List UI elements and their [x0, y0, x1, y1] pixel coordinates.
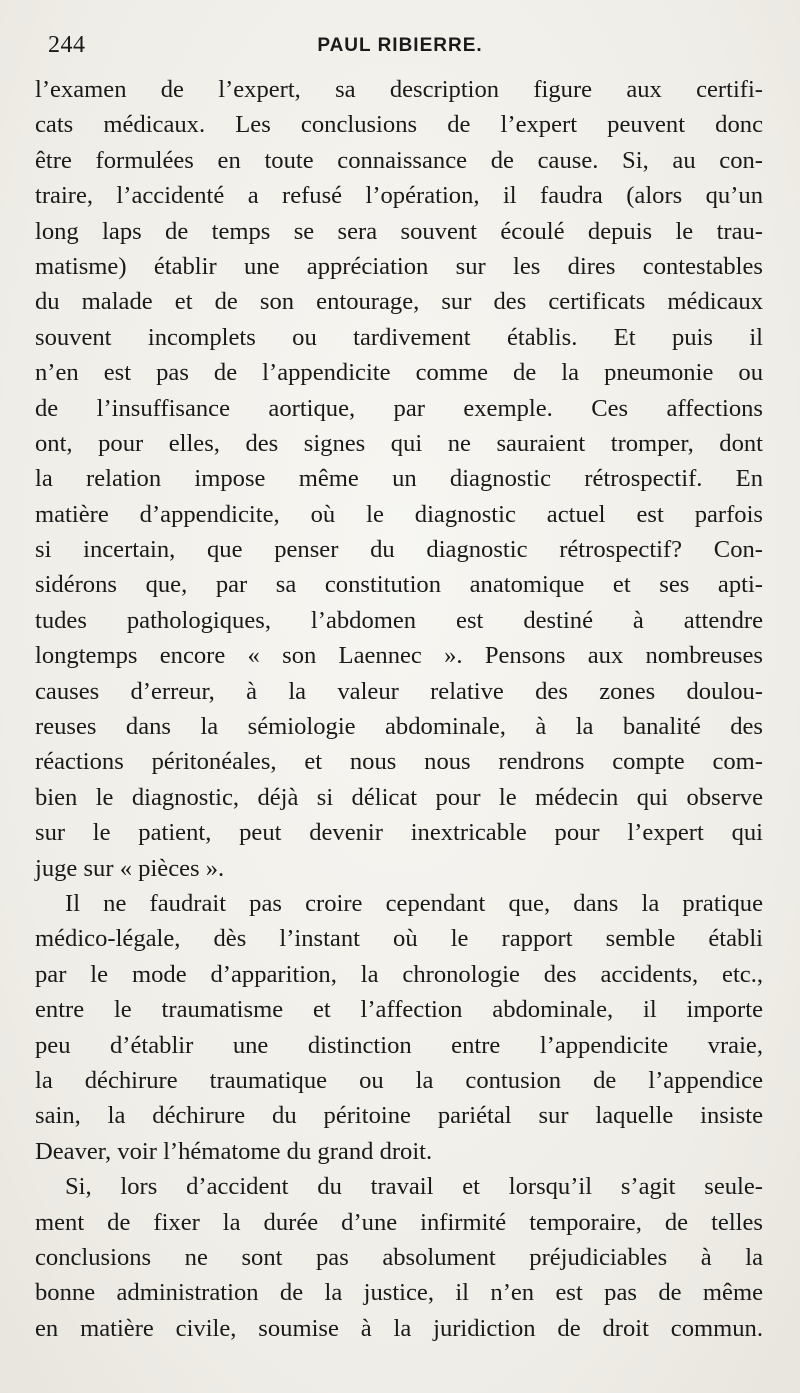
paragraph — [35, 72, 763, 886]
text-line: ment de fixer la durée d’une infirmité temporaire, de telles — [35, 1208, 763, 1236]
text-line: sur le patient, peut devenir inextricable pour l’expert qui — [35, 819, 763, 847]
text-line: être formulées en toute connaissance de cause. Si, au con- — [35, 146, 763, 174]
body-text — [35, 72, 763, 1346]
text-line: médico-légale, dès l’instant où le rapport semble établi — [35, 925, 763, 953]
text-line: long laps de temps se sera souvent écoulé depuis le trau- — [35, 217, 763, 245]
text-line: de l’insuffisance aortique, par exemple. Ces affections — [35, 394, 763, 422]
text-line: souvent incomplets ou tardivement établis. Et puis il — [35, 323, 763, 351]
text-line: cats médicaux. Les conclusions de l’expert peuvent donc — [35, 111, 763, 139]
text-line: traire, l’accidenté a refusé l’opération, il faudra (alors qu’un — [35, 182, 763, 210]
page-number: 244 — [48, 32, 86, 58]
text-line: sidérons que, par sa constitution anatomique et ses apti- — [35, 571, 763, 599]
text-line: bonne administration de la justice, il n’en est pas de même — [35, 1279, 763, 1307]
text-line: causes d’erreur, à la valeur relative des zones doulou- — [35, 677, 763, 705]
text-line: reuses dans la sémiologie abdominale, à la banalité des — [35, 713, 763, 741]
running-title: PAUL RIBIERRE. — [317, 35, 483, 56]
text-line: ont, pour elles, des signes qui ne sauraient tromper, dont — [35, 429, 763, 457]
text-line: matisme) établir une appréciation sur les dires contestables — [35, 252, 763, 280]
text-line: matière d’appendicite, où le diagnostic actuel est parfois — [35, 500, 763, 528]
text-line: Si, lors d’accident du travail et lorsqu’il s’agit seule- — [65, 1173, 763, 1201]
text-line: la relation impose même un diagnostic rétrospectif. En — [35, 465, 763, 493]
text-line: bien le diagnostic, déjà si délicat pour le médecin qui observe — [35, 783, 763, 811]
text-line: tudes pathologiques, l’abdomen est destiné à attendre — [35, 606, 763, 634]
text-line: peu d’établir une distinction entre l’appendicite vraie, — [35, 1031, 763, 1059]
text-line: entre le traumatisme et l’affection abdominale, il importe — [35, 996, 763, 1024]
paragraph — [35, 1169, 763, 1346]
paragraph — [35, 886, 763, 1169]
text-line: par le mode d’apparition, la chronologie des accidents, etc., — [35, 960, 763, 988]
text-line: en matière civile, soumise à la juridiction de droit commun. — [35, 1314, 763, 1342]
text-line: Deaver, voir l’hématome du grand droit. — [35, 1137, 433, 1165]
text-line: longtemps encore « son Laennec ». Pensons aux nombreuses — [35, 642, 763, 670]
text-line: si incertain, que penser du diagnostic rétrospectif? Con- — [35, 536, 763, 564]
text-line: l’examen de l’expert, sa description figure aux certifi- — [35, 76, 763, 103]
text-line: juge sur « pièces ». — [35, 854, 225, 882]
text-line: la déchirure traumatique ou la contusion de l’appendice — [35, 1066, 763, 1094]
text-line: réactions péritonéales, et nous nous rendrons compte com- — [35, 748, 763, 776]
text-line: conclusions ne sont pas absolument préjudiciables à la — [35, 1243, 763, 1271]
page-header — [36, 32, 764, 64]
text-line: du malade et de son entourage, sur des certificats médicaux — [35, 288, 763, 316]
text-line: Il ne faudrait pas croire cependant que, dans la pratique — [65, 889, 763, 917]
text-line: n’en est pas de l’appendicite comme de la pneumonie ou — [35, 359, 763, 387]
text-line: sain, la déchirure du péritoine pariétal sur laquelle insiste — [35, 1102, 763, 1130]
